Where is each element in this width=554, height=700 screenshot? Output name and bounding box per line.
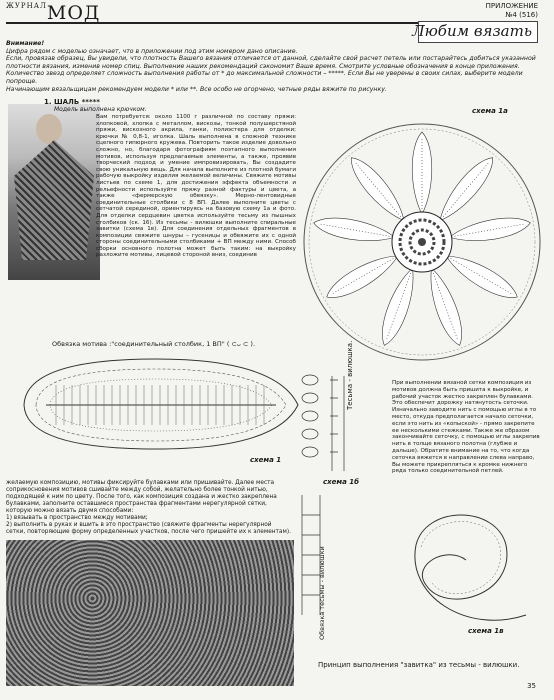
scheme-1b-label: схема 1б [323, 478, 360, 486]
attention-line: Если, провязав образец, Вы увидели, что плотность Вашего вязания отличается от данной, сделайте свой расчет петель или постарайтесь добиться указанной [6, 55, 536, 63]
attention-line: Цифра рядом с моделью означает, что в приложении под этим номером дано описание. [6, 47, 298, 55]
scheme-1a-diagram [296, 92, 554, 382]
scheme-1-label: схема 1 [250, 456, 282, 464]
attention-line: плотности вязания, изменив номер спиц. Выполнение наших рекомендаций сэкономит Ваше время. Смотрите условные обозначения в конце приложения. [6, 62, 520, 70]
mesh-instructions: При выполнении вязаной сетки композиция из мотивов должна быть пришита к выкройке, и рабочий участок жестко закреплен булавками. Это обеспечит дорожку натянутость сеточки. Изначально заводите нить с помощью иглы в то место, откуда предполагается начало сеточки, если это нить из «копыской» - прямо закрепите ее несколькими стежками. Также же образом закончивайте сеточку, с помощью иглы закрепив нить в толще вязаного полотна (глубже и дальше). Обратите внимание на то, что когда сеточка вяжется в направлении слева направо, Вы можете прикрепляться к кромке нижнего ряда только соединительной петлей. [392, 380, 540, 475]
scheme-1v-label: схема 1в [468, 627, 504, 635]
binding-tape-label: Обвязка тесьмы - вилюшки [318, 546, 326, 640]
scheme-1a-label: схема 1а [472, 107, 508, 115]
page-number: 35 [527, 682, 536, 690]
attention-line: Количество звезд определяет сложность выполнения работы от * до максимальной сложности – *****. Если Вы не уверены в своих силах, выберите модели попроще. [6, 70, 523, 85]
supplement-block [486, 2, 538, 20]
assembly-step-1: 1) вязывать в пространство между мотивами; [6, 515, 148, 521]
tape-label: Тесьма - вилюшка. [346, 340, 354, 410]
attention-title: Внимание! [6, 40, 45, 47]
magazine-prefix: ЖУРНАЛ [6, 2, 47, 10]
petal [312, 213, 396, 246]
binding-note: Обвязка мотива :"соединительный столбик, 1 ВП" ( ⊂ᴗ ⊂ ). [52, 340, 256, 348]
leaf-outline [24, 359, 298, 449]
scheme-1-diagram [6, 345, 306, 465]
assembly-step-2: 2) выполнить в руках и вшить в это пространство (свяжите фрагменты нерегулярной сетки, повторяющие форму определенных участков, после чего пришейте их к элементам). [6, 522, 291, 535]
supplement-label: ПРИЛОЖЕНИЕ [485, 2, 538, 10]
issue-number: №4 (516) [505, 11, 538, 19]
petal [448, 213, 532, 246]
model-photo [8, 104, 100, 280]
magazine-logo [6, 2, 100, 24]
spiral-curl [416, 515, 507, 599]
petal [322, 248, 403, 306]
attention-block [6, 40, 536, 93]
shawl-description: Вам потребуется: около 1100 г различной по составу пряжи: хлопковой, хлопка с металлом, вискозы, тонкой полушерстяной пряжи, вискозного акрила, ганки, полиэстера для отделки; крючки № 0,8-1, иголка. Шаль выполнена в сложной технике сцепного гипюрного кружева. Повторить такое изделие довольно сложно, но, благодаря фотографиям поэтапного выполнения мотивов, используя предлагаемые элементы, а также, проявив творческий подход и умение импровизировать, Вы создадите свою уникальную вещь. Для начала выполните из плотной бумаги рабочую выкройку изделия желаемой величины. Свяжите мотивы листьев по схеме 1, для достижения эффекта объемности и рельефности используйте пряжу разной фактуры и цвета, а также «фермерскую обвязку». Мерно-лентовидные соединительные столбики с 8 ВП. Далее выполните цветы с сетчатой серединой, ориентируясь на базовую схему 1а и фото. Для отделки сердцевин цветка используйте тесьму из пышных столбиков (ск. 16). Из тесьмы - вилюшки выполните спиральные завитки (схема 1в). Для соединения отдельных фрагментов в композиции свяжите шнуры – гусеницы и обвяжите их с одной стороны соединительными столбиками + ВП между ними. Способ сборки основного полотна может быть таким: на выкройку разложите мотивы, лицевой стороной вниз, соединив [96, 114, 296, 259]
assembly-text [6, 480, 291, 536]
section-title: Любим вязать [412, 22, 532, 40]
scheme-1b-diagram [296, 370, 386, 480]
lace-detail-photo [6, 540, 294, 686]
magazine-name: МОД [46, 2, 101, 24]
shawl-title: 1. ШАЛЬ ***** [44, 98, 100, 106]
scheme-1v-diagram [296, 485, 554, 655]
attention-line: Начинающим вязальщицам рекомендуем модели * или **. Все особо не огорчено, четные ряды вяжите по рисунку. [6, 85, 387, 93]
shawl-subtitle: Модель выполнена крючком. [54, 106, 147, 113]
assembly-paragraph: желаемую композицию, мотивы фиксируйте булавками или пришивайте. Далее места соприкосновения мотивов сшивайте между собой, желательно более тонкой нитью, подходящей к ним по цвету. После того, как композиция создана и жестко закреплена булавками, заполните оставшиеся пространства фрагментами нерегулярной сетки, которую можно вязать двумя способами: [6, 480, 277, 514]
spiral-caption: Принцип выполнения "завитка" из тесьмы - вилюшки. [318, 661, 520, 669]
